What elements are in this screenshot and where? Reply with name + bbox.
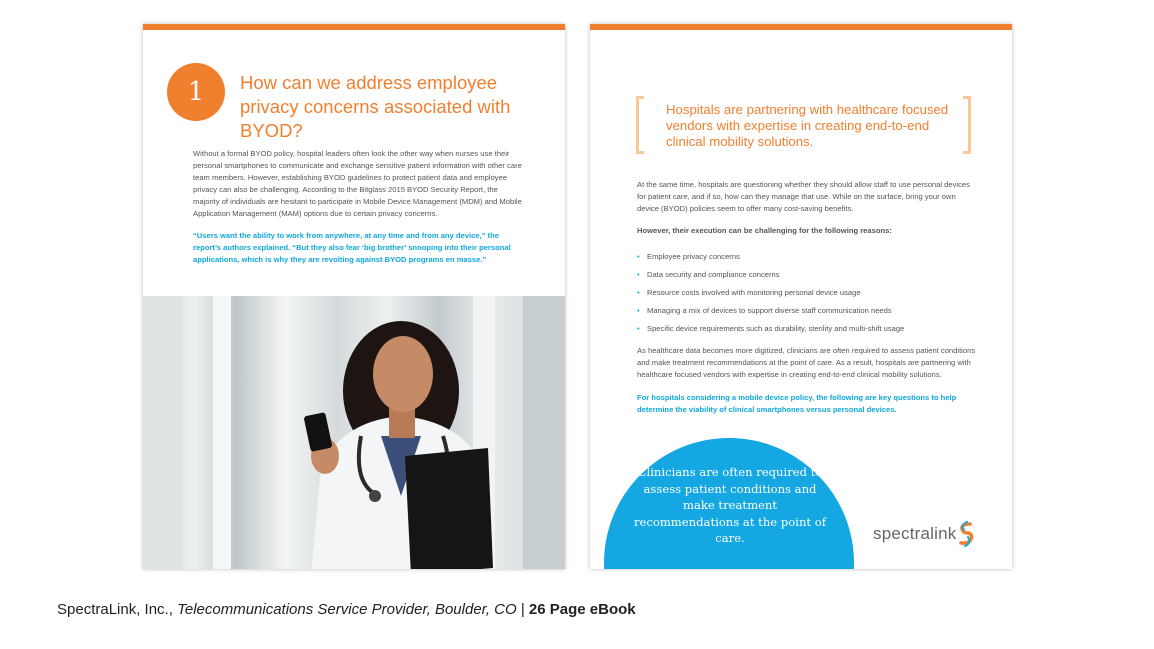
ebook-page-right (590, 24, 1012, 569)
caption-format: 26 Page eBook (528, 601, 636, 618)
spectralink-s-icon (958, 521, 974, 547)
circle-callout-text: Clinicians are often required to assess patient conditions and make treatment recommendations at the point of care. (633, 465, 827, 546)
caption-separator: | (516, 601, 529, 618)
bullet-dot-icon: • (637, 252, 640, 261)
list-item (637, 284, 904, 302)
caption-descriptor: Telecommunications Service Provider, Boulder, CO (177, 601, 517, 618)
bullet-dot-icon: • (637, 288, 640, 297)
section-number-badge: 1 (167, 63, 225, 121)
doctor-photo (143, 296, 565, 569)
spectralink-logo (873, 521, 974, 547)
reasons-list (637, 248, 904, 338)
blue-callout-text: For hospitals considering a mobile device policy, the following are key questions to help determine the viability of clinical smartphones versus personal devices. (637, 393, 957, 414)
right-bracket-decoration (963, 96, 971, 154)
list-item-text: Specific device requirements such as durability, sterility and multi-shift usage (647, 324, 905, 333)
pull-quote: Hospitals are partnering with healthcare focused vendors with expertise in creating end-to-end clinical mobility solutions. (666, 102, 949, 150)
list-item-text: Managing a mix of devices to support diverse staff communication needs (647, 306, 892, 315)
list-item (637, 320, 904, 338)
list-item-text: Data security and compliance concerns (647, 270, 780, 279)
list-item (637, 266, 904, 284)
list-item-text: Employee privacy concerns (647, 252, 740, 261)
right-page-body-1: At the same time, hospitals are questioning whether they should allow staff to use personal devices for patient care, and if so, how can they manage that use. While on the surface, bring your own device (BYOD) policies seem to offer many cost-saving benefits. (637, 180, 970, 213)
logo-wordmark: spectralink (873, 524, 957, 543)
doctor-illustration (143, 296, 565, 569)
list-item (637, 302, 904, 320)
caption-company: SpectraLink, Inc., (57, 601, 178, 618)
bold-lead-in: However, their execution can be challenging for the following reasons: (637, 226, 892, 235)
left-bracket-decoration (636, 96, 644, 154)
list-item-text: Resource costs involved with monitoring personal device usage (647, 288, 861, 297)
portfolio-caption (57, 601, 636, 618)
left-page-body: Without a formal BYOD policy, hospital leaders often look the other way when nurses use their personal smartphones to communicate and exchange sensitive patient information with other care team members. However, establishing BYOD guidelines to protect patient data and employee privacy can also be challenging. According to the Bitglass 2015 BYOD Security Report, the majority of individuals are hesitant to participate in Mobile Device Management (MDM) and Mobile Application Management (MAM) options due to certain privacy concerns. (193, 149, 522, 219)
bullet-dot-icon: • (637, 270, 640, 279)
left-page-quote: “Users want the ability to work from anywhere, at any time and from any device,” the report’s authors explained. “But they also fear ‘big brother’ snooping into their personal applications, which is why they are revolting against BYOD programs en masse.” (193, 231, 511, 265)
left-page-title: How can we address employee privacy concerns associated with BYOD? (240, 72, 511, 141)
bullet-dot-icon: • (637, 306, 640, 315)
right-page-body-2: As healthcare data becomes more digitized, clinicians are often required to assess patient conditions and make treatment recommendations at the point of care. As a result, hospitals are partnering with healthcare focused vendors with expertise in creating end-to-end clinical mobility solutions. (637, 346, 976, 379)
list-item (637, 248, 904, 266)
ebook-page-left (143, 24, 565, 569)
bullet-dot-icon: • (637, 324, 640, 333)
